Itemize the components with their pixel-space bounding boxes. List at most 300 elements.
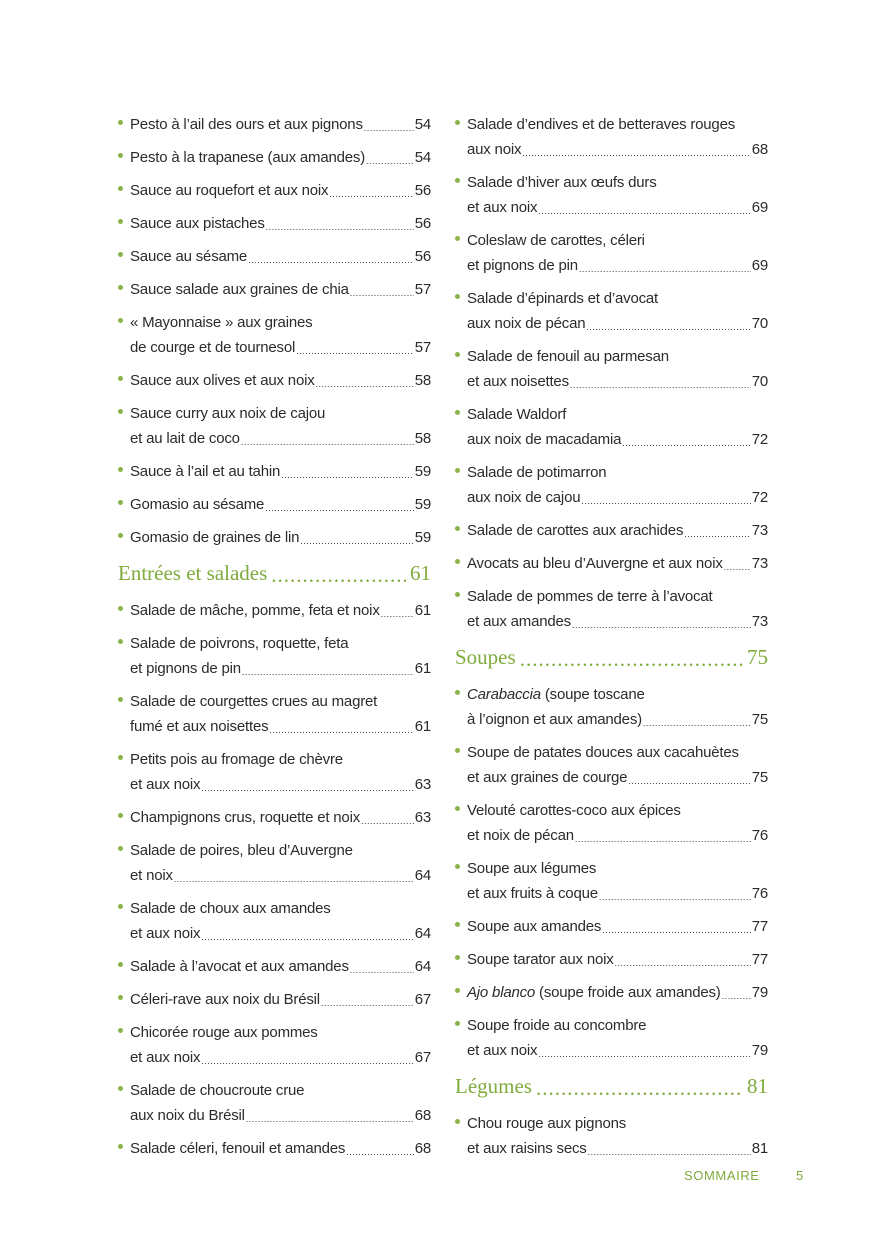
toc-entry[interactable]: [455, 798, 768, 848]
toc-entry[interactable]: [118, 689, 431, 739]
page-number: 5: [796, 1168, 804, 1183]
leader-dots: [271, 562, 406, 588]
toc-entry[interactable]: [118, 1020, 431, 1070]
entry-line: [455, 609, 768, 634]
toc-entry[interactable]: [118, 401, 431, 451]
section-heading-entrees[interactable]: [118, 558, 431, 588]
entry-line: [455, 740, 768, 765]
entry-title: et aux amandes: [467, 613, 571, 630]
leader-dots: [241, 433, 414, 451]
entry-line: [455, 518, 768, 543]
bullet-icon: [118, 219, 123, 224]
left-column: [118, 112, 431, 1169]
toc-entry[interactable]: [118, 954, 431, 979]
entry-page-number: 75: [751, 769, 768, 786]
entry-title: Salade d’endives et de betteraves rouges: [467, 116, 736, 133]
entry-title: et aux fruits à coque: [467, 885, 598, 902]
bullet-icon: [455, 526, 460, 531]
entry-line: [118, 863, 431, 888]
entry-title: et pignons de pin: [467, 257, 578, 274]
entry-page-number: 57: [414, 281, 431, 298]
entry-title: Salade de poivrons, roquette, feta: [130, 635, 349, 652]
entry-line: [118, 656, 431, 681]
toc-entry[interactable]: [455, 947, 768, 972]
bullet-icon: [118, 1144, 123, 1149]
legumes-list: [455, 1111, 768, 1161]
section-page: 75: [747, 645, 768, 669]
entry-line: [118, 1136, 431, 1161]
bullet-icon: [455, 120, 460, 125]
section-title: Légumes: [455, 1074, 532, 1098]
entry-line: [118, 838, 431, 863]
bullet-icon: [455, 294, 460, 299]
leader-dots: [575, 830, 751, 848]
toc-entry[interactable]: [455, 584, 768, 634]
leader-dots: [300, 532, 413, 550]
entry-line: [455, 765, 768, 790]
toc-entry[interactable]: [455, 682, 768, 732]
toc-entry[interactable]: [455, 518, 768, 543]
entry-page-number: 68: [414, 1140, 431, 1157]
leader-dots: [520, 646, 743, 672]
bullet-icon: [118, 409, 123, 414]
entry-title: Gomasio au sésame: [130, 496, 265, 513]
leader-dots: [174, 870, 414, 888]
entry-title: Salade d’épinards et d’avocat: [467, 290, 659, 307]
entry-line: [118, 277, 431, 302]
bullet-icon: [118, 606, 123, 611]
entry-italic-title: Ajo blanco: [467, 984, 536, 1001]
entry-line: [118, 921, 431, 946]
entry-title: et aux noix: [130, 776, 201, 793]
bullet-icon: [455, 690, 460, 695]
bullet-icon: [455, 592, 460, 597]
entry-line: [118, 1103, 431, 1128]
toc-entry[interactable]: [455, 1013, 768, 1063]
entry-page-number: 56: [414, 215, 431, 232]
leader-dots: [350, 961, 414, 979]
toc-entry[interactable]: [455, 112, 768, 162]
toc-entry[interactable]: [118, 244, 431, 269]
bullet-icon: [455, 988, 460, 993]
entry-line: [118, 368, 431, 393]
toc-entry[interactable]: [118, 277, 431, 302]
entry-title: à l’oignon et aux amandes): [467, 711, 642, 728]
entry-line: [455, 112, 768, 137]
entry-page-number: 54: [414, 149, 431, 166]
entry-line: [455, 1111, 768, 1136]
bullet-icon: [118, 533, 123, 538]
toc-entry[interactable]: [118, 368, 431, 393]
toc-entry[interactable]: [118, 310, 431, 360]
entry-line: [455, 856, 768, 881]
entry-title: et aux noix: [467, 1042, 538, 1059]
entry-title: aux noix de pécan: [467, 315, 586, 332]
leader-dots: [724, 558, 751, 576]
bullet-icon: [118, 120, 123, 125]
entry-line: [118, 805, 431, 830]
section-heading-soupes[interactable]: [455, 642, 768, 672]
entry-italic-title: Carabaccia: [467, 686, 541, 703]
bullet-icon: [455, 806, 460, 811]
toc-entry[interactable]: [118, 805, 431, 830]
toc-entry[interactable]: [118, 896, 431, 946]
bullet-icon: [118, 500, 123, 505]
entry-title: Sauce au roquefort et aux noix: [130, 182, 329, 199]
leader-dots: [316, 375, 414, 393]
entry-line: [118, 335, 431, 360]
entry-line: [118, 112, 431, 137]
leader-dots: [265, 499, 414, 517]
entry-page-number: 54: [414, 116, 431, 133]
entry-page-number: 68: [414, 1107, 431, 1124]
toc-entry[interactable]: [118, 145, 431, 170]
entry-line: [455, 195, 768, 220]
entry-page-number: 67: [414, 991, 431, 1008]
toc-entry[interactable]: [118, 838, 431, 888]
entry-title: [467, 980, 721, 1005]
entry-line: [118, 1078, 431, 1103]
entry-title: Salade Waldorf: [467, 406, 567, 423]
leader-dots: [570, 376, 751, 394]
toc-entry[interactable]: [118, 987, 431, 1012]
toc-entry[interactable]: [455, 344, 768, 394]
entry-line: [455, 344, 768, 369]
left-list-1: [118, 112, 431, 550]
toc-entry[interactable]: [455, 286, 768, 336]
leader-dots: [281, 466, 414, 484]
bullet-icon: [118, 1028, 123, 1033]
entry-title: de courge et de tournesol: [130, 339, 296, 356]
section-title: Soupes: [455, 645, 516, 669]
toc-entry[interactable]: [118, 492, 431, 517]
toc-entry[interactable]: [455, 170, 768, 220]
section-heading-legumes[interactable]: [455, 1071, 768, 1101]
section-page: 61: [410, 561, 431, 585]
entry-title: Salade de carottes aux arachides: [467, 522, 684, 539]
entry-line: [118, 954, 431, 979]
bullet-icon: [118, 755, 123, 760]
toc-entry[interactable]: [455, 980, 768, 1005]
entry-page-number: 67: [414, 1049, 431, 1066]
bullet-icon: [118, 962, 123, 967]
entry-title: et pignons de pin: [130, 660, 241, 677]
entry-title: et aux noix: [130, 925, 201, 942]
entry-title: Soupe tarator aux noix: [467, 951, 614, 968]
bullet-icon: [118, 813, 123, 818]
toc-entry[interactable]: [118, 525, 431, 550]
entry-title: Salade d’hiver aux œufs durs: [467, 174, 657, 191]
entry-page-number: 72: [751, 489, 768, 506]
leader-dots: [538, 1045, 750, 1063]
entry-page-number: 56: [414, 182, 431, 199]
entry-title: Salade de choux aux amandes: [130, 900, 331, 917]
entry-line: [455, 584, 768, 609]
right-column: [455, 112, 768, 1169]
entry-title: aux noix de cajou: [467, 489, 581, 506]
entry-title: Sauce aux pistaches: [130, 215, 265, 232]
leader-dots: [522, 144, 750, 162]
toc-entry[interactable]: [455, 856, 768, 906]
entry-page-number: 73: [751, 613, 768, 630]
entry-title: et aux noisettes: [467, 373, 569, 390]
entry-line: [455, 253, 768, 278]
entry-title: Sauce salade aux graines de chia: [130, 281, 349, 298]
entry-line: [118, 747, 431, 772]
entry-title: Soupe aux amandes: [467, 918, 602, 935]
toc-entry[interactable]: [118, 459, 431, 484]
leader-dots: [581, 492, 750, 510]
leader-dots: [346, 1143, 413, 1161]
leader-dots: [366, 152, 414, 170]
entry-page-number: 58: [414, 372, 431, 389]
entry-line: [455, 1136, 768, 1161]
entry-title: Sauce à l’ail et au tahin: [130, 463, 281, 480]
entry-line: [118, 426, 431, 451]
leader-dots: [586, 318, 750, 336]
leader-dots: [321, 994, 414, 1012]
bullet-icon: [118, 697, 123, 702]
entry-title: Salade de fenouil au parmesan: [467, 348, 669, 365]
toc-entry[interactable]: [118, 178, 431, 203]
entry-title: et aux graines de courge: [467, 769, 628, 786]
footer-label: SOMMAIRE: [684, 1168, 760, 1183]
entry-title: et aux noix: [467, 199, 538, 216]
toc-entry[interactable]: [118, 598, 431, 623]
leader-dots: [615, 954, 751, 972]
bullet-icon: [118, 186, 123, 191]
toc-entry[interactable]: [455, 402, 768, 452]
entry-line: [455, 286, 768, 311]
toc-entry[interactable]: [118, 1078, 431, 1128]
entry-page-number: 79: [751, 984, 768, 1001]
entry-page-number: 69: [751, 257, 768, 274]
leader-dots: [722, 987, 751, 1005]
bullet-icon: [455, 468, 460, 473]
leader-dots: [269, 721, 413, 739]
entry-line: [118, 244, 431, 269]
entry-title: et noix de pécan: [467, 827, 574, 844]
entry-title-rest: (soupe toscane: [540, 686, 645, 703]
entry-line: [455, 823, 768, 848]
entry-line: [455, 707, 768, 732]
leader-dots: [579, 260, 751, 278]
leader-dots: [599, 888, 751, 906]
entry-line: [455, 682, 768, 707]
entry-title: Chou rouge aux pignons: [467, 1115, 627, 1132]
bullet-icon: [118, 376, 123, 381]
bullet-icon: [118, 639, 123, 644]
entry-title: Salade de poires, bleu d’Auvergne: [130, 842, 353, 859]
entry-title: Soupe de patates douces aux cacahuètes: [467, 744, 739, 761]
entry-page-number: 61: [414, 602, 431, 619]
entry-page-number: 57: [414, 339, 431, 356]
entry-line: [455, 551, 768, 576]
bullet-icon: [118, 318, 123, 323]
entry-line: [455, 881, 768, 906]
bullet-icon: [118, 904, 123, 909]
bullet-icon: [455, 1021, 460, 1026]
entry-title: Petits pois au fromage de chèvre: [130, 751, 343, 768]
entry-line: [118, 459, 431, 484]
entry-title: Salade de pommes de terre à l’avocat: [467, 588, 713, 605]
entry-page-number: 64: [414, 867, 431, 884]
leader-dots: [361, 812, 414, 830]
leader-dots: [201, 1052, 413, 1070]
entry-title: Velouté carottes-coco aux épices: [467, 802, 681, 819]
bullet-icon: [118, 467, 123, 472]
bullet-icon: [455, 1119, 460, 1124]
entry-line: [118, 145, 431, 170]
left-list-2: [118, 598, 431, 1161]
leader-dots: [350, 284, 414, 302]
entry-page-number: 79: [751, 1042, 768, 1059]
leader-dots: [364, 119, 414, 137]
entry-title: aux noix de macadamia: [467, 431, 622, 448]
entry-line: [455, 228, 768, 253]
leader-dots: [329, 185, 413, 203]
leader-dots: [248, 251, 414, 269]
entry-title: Sauce au sésame: [130, 248, 248, 265]
entry-line: [118, 492, 431, 517]
entry-line: [118, 1045, 431, 1070]
toc-entry[interactable]: [118, 747, 431, 797]
entry-line: [455, 460, 768, 485]
bullet-icon: [118, 285, 123, 290]
entry-page-number: 70: [751, 373, 768, 390]
bullet-icon: [455, 864, 460, 869]
bullet-icon: [118, 846, 123, 851]
entry-line: [455, 311, 768, 336]
entry-line: [118, 525, 431, 550]
entry-title: Soupe aux légumes: [467, 860, 597, 877]
leader-dots: [602, 921, 751, 939]
entry-title: et aux raisins secs: [467, 1140, 587, 1157]
leader-dots: [201, 928, 413, 946]
entry-page-number: 64: [414, 958, 431, 975]
entry-page-number: 63: [414, 776, 431, 793]
entry-page-number: 68: [751, 141, 768, 158]
entry-line: [455, 369, 768, 394]
entry-line: [455, 980, 768, 1005]
leader-dots: [572, 616, 751, 634]
entry-title: Sauce curry aux noix de cajou: [130, 405, 326, 422]
entry-line: [118, 598, 431, 623]
bullet-icon: [455, 352, 460, 357]
entry-page-number: 61: [414, 660, 431, 677]
entry-line: [118, 689, 431, 714]
entry-line: [118, 1020, 431, 1045]
leader-dots: [296, 342, 414, 360]
entry-page-number: 56: [414, 248, 431, 265]
right-list-1: [455, 112, 768, 634]
toc-entry[interactable]: [118, 211, 431, 236]
entry-page-number: 59: [414, 463, 431, 480]
bullet-icon: [455, 178, 460, 183]
entry-title: Salade de choucroute crue: [130, 1082, 305, 1099]
entry-page-number: 61: [414, 718, 431, 735]
entry-line: [118, 987, 431, 1012]
leader-dots: [622, 434, 750, 452]
entry-line: [455, 402, 768, 427]
entry-title: aux noix du Brésil: [130, 1107, 245, 1124]
entry-title: Avocats au bleu d’Auvergne et aux noix: [467, 555, 723, 572]
entry-title: Coleslaw de carottes, céleri: [467, 232, 645, 249]
section-title: Entrées et salades: [118, 561, 268, 585]
bullet-icon: [118, 1086, 123, 1091]
toc-entry[interactable]: [455, 228, 768, 278]
entry-line: [118, 178, 431, 203]
entry-line: [118, 772, 431, 797]
entry-line: [118, 631, 431, 656]
entry-line: [455, 1038, 768, 1063]
leader-dots: [643, 714, 751, 732]
entry-title: Salade de potimarron: [467, 464, 607, 481]
toc-entry[interactable]: [455, 914, 768, 939]
entry-page-number: 59: [414, 529, 431, 546]
entry-title-rest: (soupe froide aux amandes): [535, 984, 721, 1001]
entry-page-number: 73: [751, 555, 768, 572]
toc-entry[interactable]: [455, 460, 768, 510]
entry-line: [455, 798, 768, 823]
entry-title: et noix: [130, 867, 173, 884]
leader-dots: [588, 1143, 751, 1161]
entry-title: [467, 682, 645, 707]
toc-entry[interactable]: [455, 740, 768, 790]
entry-title: Salade céleri, fenouil et amandes: [130, 1140, 346, 1157]
entry-title: aux noix: [467, 141, 522, 158]
bullet-icon: [455, 955, 460, 960]
entry-line: [118, 896, 431, 921]
entry-title: Soupe froide au concombre: [467, 1017, 647, 1034]
entry-line: [118, 714, 431, 739]
bullet-icon: [118, 153, 123, 158]
entry-page-number: 72: [751, 431, 768, 448]
toc-entry[interactable]: [118, 112, 431, 137]
bullet-icon: [455, 559, 460, 564]
bullet-icon: [455, 748, 460, 753]
toc-entry[interactable]: [455, 551, 768, 576]
bullet-icon: [455, 922, 460, 927]
toc-entry[interactable]: [118, 631, 431, 681]
entry-title: fumé et aux noisettes: [130, 718, 269, 735]
entry-page-number: 59: [414, 496, 431, 513]
leader-dots: [242, 663, 414, 681]
toc-entry[interactable]: [455, 1111, 768, 1161]
entry-page-number: 63: [414, 809, 431, 826]
leader-dots: [628, 772, 750, 790]
entry-page-number: 75: [751, 711, 768, 728]
toc-entry[interactable]: [118, 1136, 431, 1161]
entry-title: Pesto à l’ail des ours et aux pignons: [130, 116, 363, 133]
bullet-icon: [455, 236, 460, 241]
entry-title: « Mayonnaise » aux graines: [130, 314, 313, 331]
entry-page-number: 73: [751, 522, 768, 539]
entry-page-number: 77: [751, 918, 768, 935]
entry-page-number: 58: [414, 430, 431, 447]
entry-page-number: 76: [751, 827, 768, 844]
entry-line: [118, 310, 431, 335]
entry-page-number: 64: [414, 925, 431, 942]
section-page: 81: [747, 1074, 768, 1098]
entry-title: Champignons crus, roquette et noix: [130, 809, 360, 826]
leader-dots: [538, 202, 750, 220]
bullet-icon: [118, 995, 123, 1000]
entry-line: [118, 211, 431, 236]
entry-title: Salade de mâche, pomme, feta et noix: [130, 602, 380, 619]
bullet-icon: [118, 252, 123, 257]
leader-dots: [684, 525, 750, 543]
